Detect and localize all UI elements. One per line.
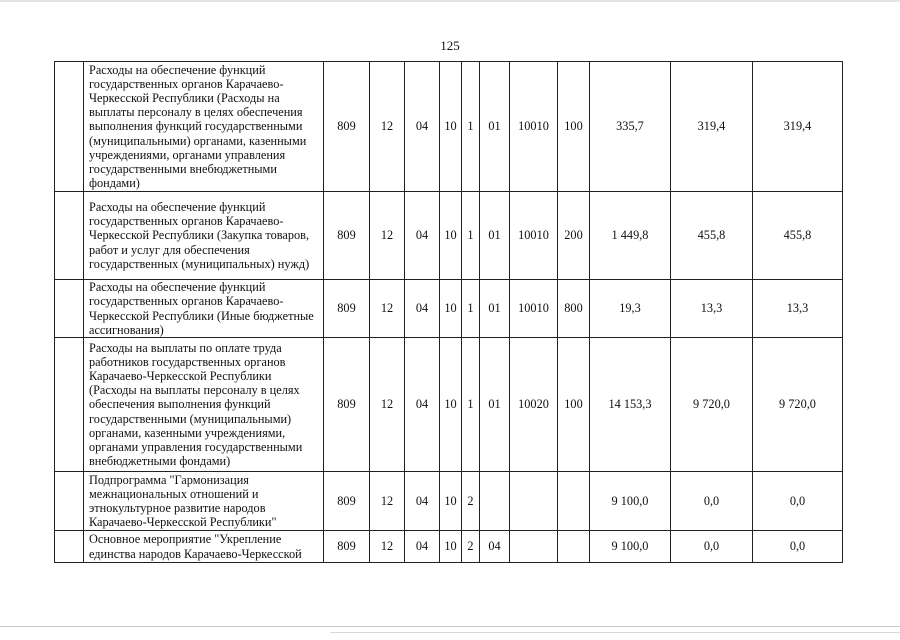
description-cell: Расходы на обеспечение функций государственных органов Карачаево-Черкесской Республики (Иные бюджетные ассигнования) <box>84 280 324 338</box>
subprogram-code-cell: 2 <box>462 531 480 563</box>
amount-3-cell: 319,4 <box>753 62 843 192</box>
scan-edge-bottom-secondary <box>330 632 900 633</box>
program-code-cell: 10 <box>440 192 462 280</box>
subprogram-code-cell: 1 <box>462 338 480 472</box>
amount-1-cell: 1 449,8 <box>590 192 671 280</box>
program-code-cell: 10 <box>440 62 462 192</box>
table-row <box>55 192 843 280</box>
ministry-code-cell: 809 <box>324 338 370 472</box>
description-cell: Расходы на выплаты по оплате труда работников государственных органов Карачаево-Черкесской Республики (Расходы на выплаты персоналу в целях обеспечения выполнения функций государственными (муниципальными) органами, казенными учреждениями, органами управления государственными внебюджетными фондами) <box>84 338 324 472</box>
event-code-cell <box>480 472 510 531</box>
table-row <box>55 338 843 472</box>
description-cell: Расходы на обеспечение функций государственных органов Карачаево-Черкесской Республики (Расходы на выплаты персоналу в целях обеспечения выполнения функций государственными (муниципальными) органами, казенными учреждениями, органами управления государственными внебюджетными фондами) <box>84 62 324 192</box>
amount-1-cell: 9 100,0 <box>590 531 671 563</box>
ministry-code-cell: 809 <box>324 531 370 563</box>
amount-2-cell: 0,0 <box>671 472 753 531</box>
empty-cell <box>55 280 84 338</box>
section-code-cell: 12 <box>370 531 405 563</box>
ministry-code-cell: 809 <box>324 280 370 338</box>
amount-1-cell: 19,3 <box>590 280 671 338</box>
table-row <box>55 472 843 531</box>
scan-edge-top <box>0 0 900 2</box>
subsection-code-cell: 04 <box>405 472 440 531</box>
description-cell: Подпрограмма "Гармонизация межнациональных отношений и этнокультурное развитие народов Карачаево-Черкесской Республики" <box>84 472 324 531</box>
amount-2-cell: 9 720,0 <box>671 338 753 472</box>
event-code-cell: 01 <box>480 338 510 472</box>
ministry-code-cell: 809 <box>324 192 370 280</box>
amount-2-cell: 13,3 <box>671 280 753 338</box>
subsection-code-cell: 04 <box>405 338 440 472</box>
section-code-cell: 12 <box>370 280 405 338</box>
program-code-cell: 10 <box>440 280 462 338</box>
empty-cell <box>55 338 84 472</box>
amount-1-cell: 9 100,0 <box>590 472 671 531</box>
direction-code-cell: 10010 <box>510 62 558 192</box>
expense-type-cell: 100 <box>558 62 590 192</box>
table-body <box>55 62 843 563</box>
amount-3-cell: 13,3 <box>753 280 843 338</box>
event-code-cell: 01 <box>480 192 510 280</box>
amount-3-cell: 0,0 <box>753 472 843 531</box>
expense-type-cell <box>558 472 590 531</box>
expense-type-cell: 800 <box>558 280 590 338</box>
amount-3-cell: 455,8 <box>753 192 843 280</box>
direction-code-cell: 10010 <box>510 280 558 338</box>
empty-cell <box>55 472 84 531</box>
program-code-cell: 10 <box>440 531 462 563</box>
subsection-code-cell: 04 <box>405 192 440 280</box>
scan-edge-bottom <box>0 626 900 627</box>
section-code-cell: 12 <box>370 192 405 280</box>
ministry-code-cell: 809 <box>324 472 370 531</box>
amount-3-cell: 9 720,0 <box>753 338 843 472</box>
direction-code-cell: 10020 <box>510 338 558 472</box>
section-code-cell: 12 <box>370 338 405 472</box>
ministry-code-cell: 809 <box>324 62 370 192</box>
amount-1-cell: 335,7 <box>590 62 671 192</box>
subsection-code-cell: 04 <box>405 280 440 338</box>
event-code-cell: 01 <box>480 62 510 192</box>
direction-code-cell <box>510 472 558 531</box>
description-cell: Расходы на обеспечение функций государственных органов Карачаево-Черкесской Республики (Закупка товаров, работ и услуг для обеспечения государственных (муниципальных) нужд) <box>84 192 324 280</box>
event-code-cell: 01 <box>480 280 510 338</box>
empty-cell <box>55 192 84 280</box>
subprogram-code-cell: 2 <box>462 472 480 531</box>
subprogram-code-cell: 1 <box>462 62 480 192</box>
section-code-cell: 12 <box>370 472 405 531</box>
expense-type-cell <box>558 531 590 563</box>
direction-code-cell: 10010 <box>510 192 558 280</box>
subprogram-code-cell: 1 <box>462 192 480 280</box>
section-code-cell: 12 <box>370 62 405 192</box>
table-row <box>55 62 843 192</box>
program-code-cell: 10 <box>440 338 462 472</box>
table-row <box>55 280 843 338</box>
event-code-cell: 04 <box>480 531 510 563</box>
expense-type-cell: 200 <box>558 192 590 280</box>
amount-1-cell: 14 153,3 <box>590 338 671 472</box>
amount-3-cell: 0,0 <box>753 531 843 563</box>
table-row <box>55 531 843 563</box>
description-cell: Основное мероприятие "Укрепление единства народов Карачаево-Черкесской <box>84 531 324 563</box>
subsection-code-cell: 04 <box>405 62 440 192</box>
subsection-code-cell: 04 <box>405 531 440 563</box>
expense-type-cell: 100 <box>558 338 590 472</box>
program-code-cell: 10 <box>440 472 462 531</box>
direction-code-cell <box>510 531 558 563</box>
amount-2-cell: 0,0 <box>671 531 753 563</box>
budget-table <box>54 61 843 563</box>
empty-cell <box>55 62 84 192</box>
subprogram-code-cell: 1 <box>462 280 480 338</box>
amount-2-cell: 455,8 <box>671 192 753 280</box>
empty-cell <box>55 531 84 563</box>
page-number: 125 <box>440 38 460 53</box>
amount-2-cell: 319,4 <box>671 62 753 192</box>
